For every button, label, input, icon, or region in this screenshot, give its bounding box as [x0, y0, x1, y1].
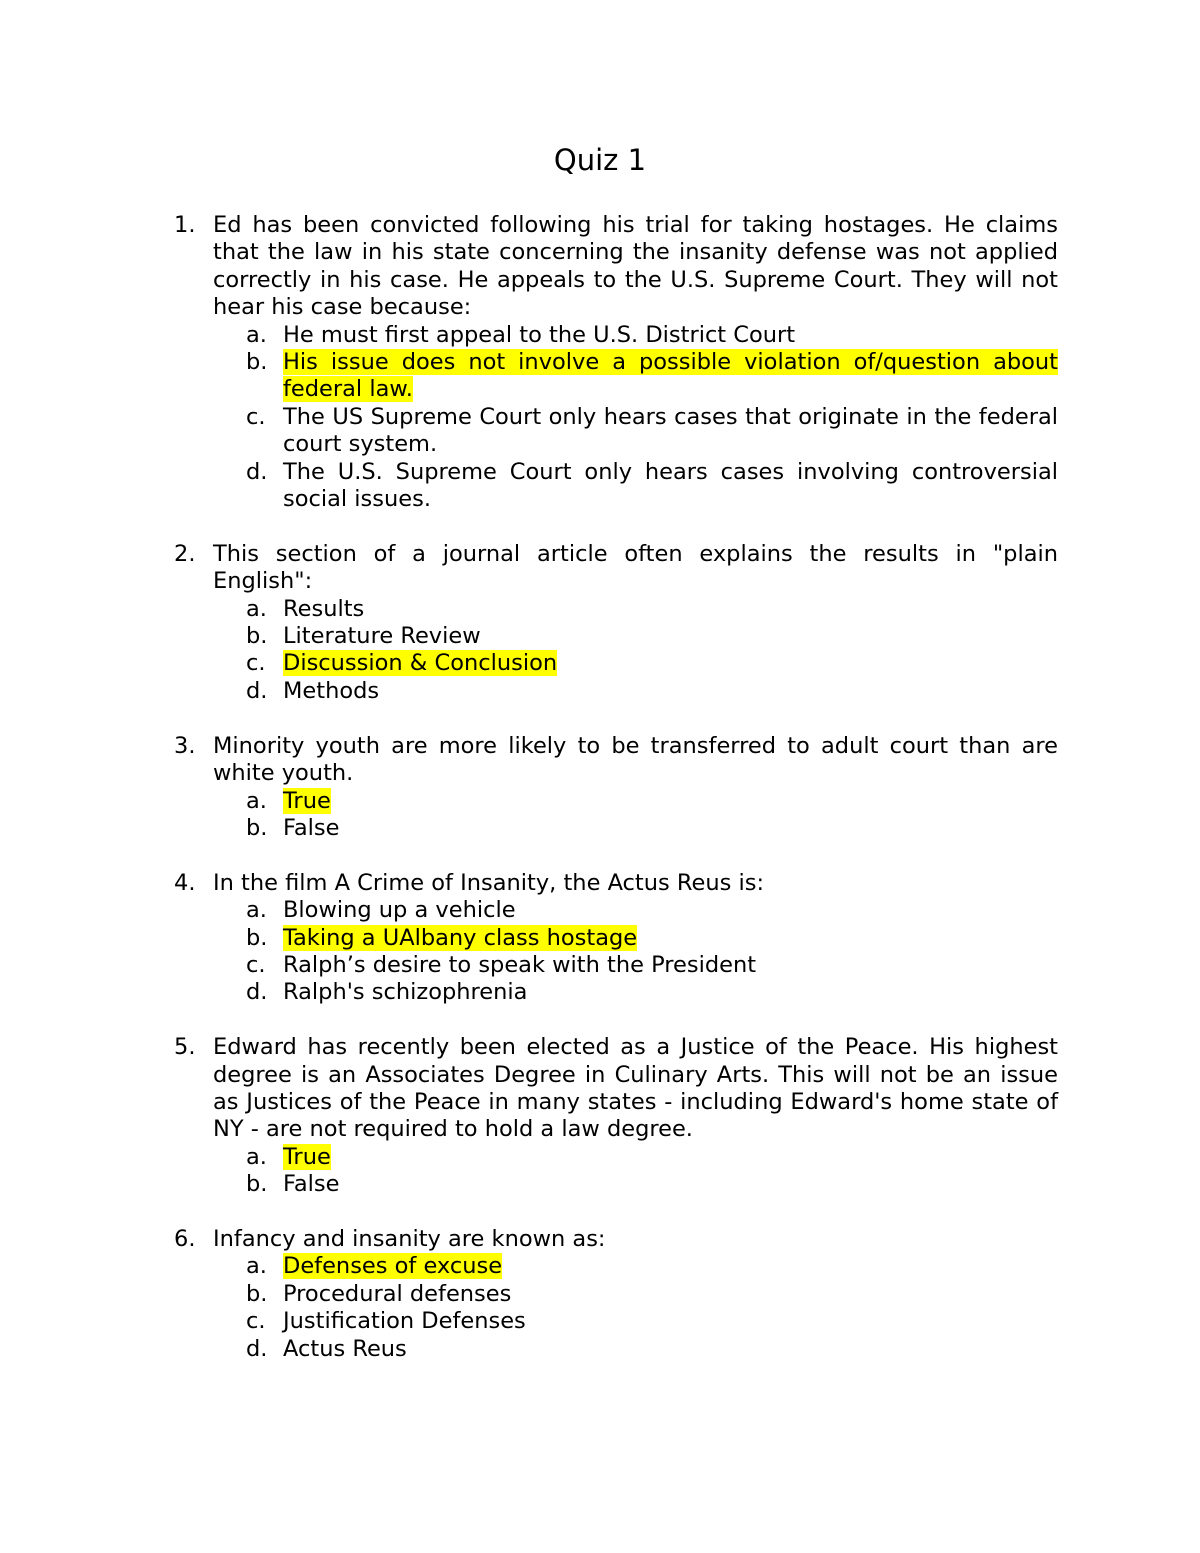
question-number: 1. [174, 212, 196, 238]
option-label: a. [246, 1253, 267, 1280]
answer-options [213, 788, 1058, 843]
option-text: Procedural defenses [283, 1280, 512, 1307]
option-label: d. [246, 979, 268, 1006]
question-6 [174, 1226, 1058, 1363]
answer-options [213, 322, 1058, 514]
option-text: False [283, 814, 340, 841]
question-text: Edward has recently been elected as a Justice of the Peace. His highest degree is an Associates Degree in Culinary Arts. This will not be an issue as Justices of the Peace in many states - including Edward's home state of NY - are not required to hold a law degree. [213, 1034, 1058, 1143]
question-text: Minority youth are more likely to be transferred to adult court than are white youth. [213, 732, 1058, 787]
option-text: The U.S. Supreme Court only hears cases involving controversial social issues. [283, 458, 1058, 513]
answer-option [213, 1253, 1058, 1280]
option-text: Actus Reus [283, 1335, 407, 1362]
option-text: Ralph's schizophrenia [283, 979, 528, 1006]
answer-option [213, 650, 1058, 677]
page-title: Quiz 1 [553, 143, 647, 177]
question-text: This section of a journal article often explains the results in "plain English": [213, 540, 1058, 595]
question-number: 5. [174, 1034, 196, 1061]
option-label: a. [246, 1143, 267, 1170]
question-number: 3. [174, 732, 196, 759]
option-label: b. [246, 1171, 268, 1198]
option-label: a. [246, 897, 267, 924]
option-label: d. [246, 1335, 268, 1362]
question-text: Infancy and insanity are known as: [213, 1225, 606, 1252]
option-label: b. [246, 814, 268, 841]
option-label: b. [246, 1280, 268, 1307]
answer-options [213, 897, 1058, 1007]
answer-option [213, 979, 1058, 1006]
question-1 [174, 212, 1058, 513]
option-label: b. [246, 924, 268, 951]
option-text-highlighted: His issue does not involve a possible violation of/question about federal law. [283, 349, 1058, 403]
option-label: c. [246, 1308, 266, 1335]
answer-option [213, 788, 1058, 815]
answer-options [213, 596, 1058, 706]
answer-option [213, 459, 1058, 514]
answer-option [213, 1171, 1058, 1198]
question-text: In the film A Crime of Insanity, the Actus Reus is: [213, 869, 765, 896]
option-text-highlighted: Defenses of excuse [283, 1253, 503, 1280]
option-text: Blowing up a vehicle [283, 897, 516, 924]
option-text: Methods [283, 677, 380, 704]
option-label: b. [246, 349, 268, 376]
question-text: Ed has been convicted following his trial for taking hostages. He claims that the law in his state concerning the insanity defense was not applied correctly in his case. He appeals to the U.S. Supreme Court. They will not hear his case because: [213, 212, 1058, 321]
answer-option [213, 1336, 1058, 1363]
answer-option [213, 925, 1058, 952]
option-label: a. [246, 595, 267, 622]
answer-option [213, 322, 1058, 349]
answer-option [213, 678, 1058, 705]
option-text-highlighted: True [283, 1143, 331, 1170]
answer-options [213, 1253, 1058, 1363]
answer-option [213, 1281, 1058, 1308]
option-text: Results [283, 595, 365, 622]
option-text: He must first appeal to the U.S. District Court [283, 321, 796, 348]
option-text-highlighted: Discussion & Conclusion [283, 650, 558, 677]
question-number: 6. [174, 1225, 196, 1252]
option-text: False [283, 1171, 340, 1198]
question-number: 4. [174, 869, 196, 896]
option-label: c. [246, 650, 266, 677]
question-4 [174, 870, 1058, 1007]
answer-option [213, 596, 1058, 623]
answer-option [213, 1144, 1058, 1171]
answer-option [213, 952, 1058, 979]
option-label: c. [246, 403, 266, 430]
answer-option [213, 815, 1058, 842]
option-label: b. [246, 623, 268, 650]
option-label: a. [246, 787, 267, 814]
question-number: 2. [174, 540, 196, 567]
answer-option [213, 1308, 1058, 1335]
answer-option [213, 623, 1058, 650]
option-label: c. [246, 951, 266, 978]
question-5 [174, 1034, 1058, 1198]
option-label: a. [246, 321, 267, 348]
option-text: Ralph’s desire to speak with the President [283, 951, 757, 978]
option-text-highlighted: True [283, 787, 331, 814]
answer-option [213, 349, 1058, 404]
answer-options [213, 1144, 1058, 1199]
option-text: Justification Defenses [283, 1308, 526, 1335]
option-text: The US Supreme Court only hears cases that originate in the federal court system. [283, 403, 1058, 458]
question-3 [174, 733, 1058, 843]
option-label: d. [246, 458, 268, 485]
option-label: d. [246, 677, 268, 704]
question-2 [174, 541, 1058, 705]
option-text-highlighted: Taking a UAlbany class hostage [283, 924, 638, 951]
option-text: Literature Review [283, 623, 481, 650]
answer-option [213, 404, 1058, 459]
answer-option [213, 897, 1058, 924]
quiz-questions [174, 212, 1058, 1390]
